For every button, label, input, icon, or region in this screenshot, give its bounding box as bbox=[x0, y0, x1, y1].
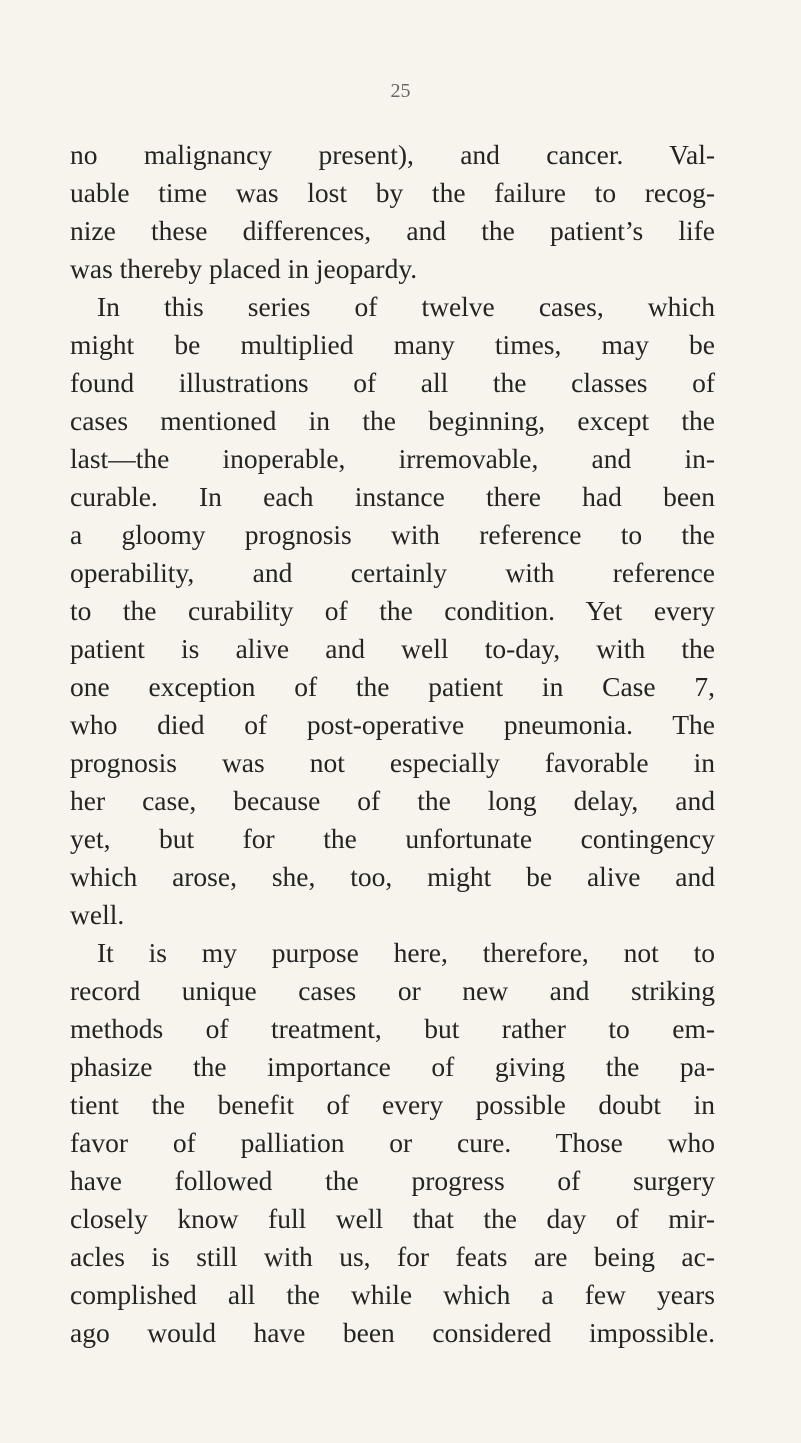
text-line: uable time was lost by the failure to recog- bbox=[70, 177, 715, 208]
text-line: have followed the progress of surgery bbox=[70, 1165, 715, 1196]
text-line: last—the inoperable, irremovable, and in- bbox=[70, 443, 715, 474]
text-line: was thereby placed in jeopardy. bbox=[70, 253, 418, 284]
text-line: yet, but for the unfortunate contingency bbox=[70, 823, 715, 854]
text-line: complished all the while which a few years bbox=[70, 1279, 715, 1310]
text-line: found illustrations of all the classes of bbox=[70, 367, 715, 398]
text-line: operability, and certainly with reference bbox=[70, 557, 715, 588]
text-line: It is my purpose here, therefore, not to bbox=[97, 937, 715, 968]
text-line: methods of treatment, but rather to em- bbox=[70, 1013, 715, 1044]
text-line: ago would have been considered impossible. bbox=[70, 1317, 715, 1348]
text-line: tient the benefit of every possible doubt in bbox=[70, 1089, 715, 1120]
paragraph bbox=[70, 288, 715, 934]
page-number: 25 bbox=[390, 80, 411, 102]
text-line: patient is alive and well to-day, with the bbox=[70, 633, 715, 664]
text-line: which arose, she, too, might be alive and bbox=[70, 861, 715, 892]
text-line: a gloomy prognosis with reference to the bbox=[70, 519, 715, 550]
text-line: cases mentioned in the beginning, except the bbox=[70, 405, 715, 436]
text-line: record unique cases or new and striking bbox=[70, 975, 715, 1006]
text-line: phasize the importance of giving the pa- bbox=[70, 1051, 715, 1082]
text-line: prognosis was not especially favorable in bbox=[70, 747, 715, 778]
paragraph bbox=[70, 934, 715, 1352]
text-line: no malignancy present), and cancer. Val- bbox=[70, 139, 715, 170]
text-line: her case, because of the long delay, and bbox=[70, 785, 715, 816]
text-line: to the curability of the condition. Yet every bbox=[70, 595, 715, 626]
text-line: well. bbox=[70, 899, 125, 930]
text-line: In this series of twelve cases, which bbox=[97, 291, 715, 322]
text-line: closely know full well that the day of mir- bbox=[70, 1203, 715, 1234]
text-line: nize these differences, and the patient’s life bbox=[70, 215, 715, 246]
text-line: acles is still with us, for feats are being ac- bbox=[70, 1241, 715, 1272]
text-line: might be multiplied many times, may be bbox=[70, 329, 715, 360]
text-line: one exception of the patient in Case 7, bbox=[70, 671, 715, 702]
paragraph bbox=[70, 136, 715, 288]
text-line: favor of palliation or cure. Those who bbox=[70, 1127, 715, 1158]
text-line: who died of post-operative pneumonia. The bbox=[70, 709, 715, 740]
text-line: curable. In each instance there had been bbox=[70, 481, 715, 512]
